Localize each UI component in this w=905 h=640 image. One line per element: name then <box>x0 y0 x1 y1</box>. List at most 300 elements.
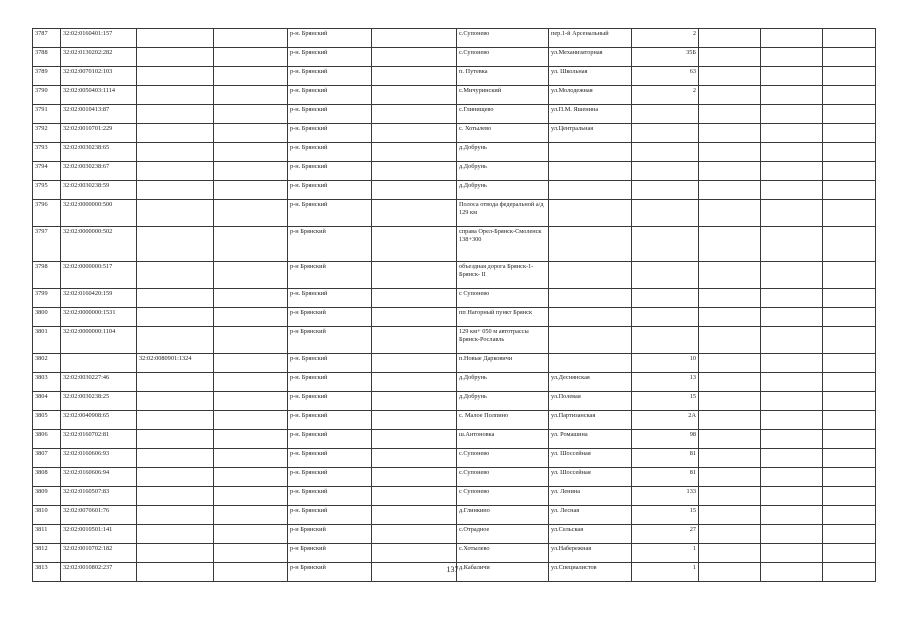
cadastral-number-cell: 32:02:0160401:157 <box>61 29 137 48</box>
house-number-cell <box>632 200 699 227</box>
locality-cell: с.Супонево <box>457 29 549 48</box>
house-number-cell <box>632 162 699 181</box>
blank-column-cell <box>823 48 876 67</box>
blank-column-cell <box>699 29 761 48</box>
table-row <box>33 487 876 506</box>
table-row <box>33 308 876 327</box>
blank-column-cell <box>761 162 823 181</box>
blank-column-cell <box>372 449 457 468</box>
house-number-cell: 81 <box>632 468 699 487</box>
blank-column-cell <box>699 506 761 525</box>
house-number-cell: 2 <box>632 86 699 105</box>
street-cell: ул. Шоссейная <box>549 449 632 468</box>
table-row <box>33 227 876 262</box>
blank-column-cell <box>699 181 761 200</box>
blank-column-cell <box>214 308 288 327</box>
blank-column-cell <box>761 506 823 525</box>
street-cell: ул.Центральная <box>549 124 632 143</box>
locality-cell: справа Орел-Брянск-Смоленск 138+300 <box>457 227 549 262</box>
house-number-cell <box>632 262 699 289</box>
blank-column-cell <box>823 29 876 48</box>
table-row <box>33 86 876 105</box>
street-cell: ул.Сельская <box>549 525 632 544</box>
row-number-cell: 3813 <box>33 563 61 582</box>
district-cell: р-н Брянский <box>288 227 372 262</box>
district-cell: р-н. Брянский <box>288 354 372 373</box>
street-cell: ул.П.М. Яшенина <box>549 105 632 124</box>
row-number-cell: 3800 <box>33 308 61 327</box>
blank-column-cell <box>214 392 288 411</box>
cadastral-number-cell: 32:02:0000000:500 <box>61 200 137 227</box>
locality-cell: п.Новые Дарковичи <box>457 354 549 373</box>
district-cell: р-н Брянский <box>288 544 372 563</box>
blank-column-cell <box>372 392 457 411</box>
cadastral-number-cell: 32:02:0030238:25 <box>61 392 137 411</box>
blank-column-cell <box>823 449 876 468</box>
cadastral-number-cell: 32:02:0030238:65 <box>61 143 137 162</box>
house-number-cell <box>632 289 699 308</box>
page-number: 137 <box>446 565 459 574</box>
district-cell: р-н. Брянский <box>288 124 372 143</box>
blank-column-cell <box>823 289 876 308</box>
blank-column-cell <box>823 373 876 392</box>
blank-column-cell <box>761 411 823 430</box>
district-cell: р-н. Брянский <box>288 67 372 86</box>
blank-column-cell <box>372 200 457 227</box>
blank-column-cell <box>699 200 761 227</box>
cadastral-number-cell: 32:02:0070102:103 <box>61 67 137 86</box>
table-row <box>33 392 876 411</box>
street-cell <box>549 262 632 289</box>
blank-column-cell <box>761 327 823 354</box>
cadastral-number-alt-cell <box>137 289 214 308</box>
district-cell: р-н. Брянский <box>288 430 372 449</box>
street-cell <box>549 354 632 373</box>
street-cell: ул.Специалистов <box>549 563 632 582</box>
district-cell: р-н. Брянский <box>288 143 372 162</box>
cadastral-number-cell: 32:02:0050403:1114 <box>61 86 137 105</box>
street-cell <box>549 308 632 327</box>
locality-cell: 129 км+ 050 м автотрассы Брянск-Рославль <box>457 327 549 354</box>
blank-column-cell <box>372 29 457 48</box>
row-number-cell: 3798 <box>33 262 61 289</box>
locality-cell: п. Путевка <box>457 67 549 86</box>
row-number-cell: 3794 <box>33 162 61 181</box>
blank-column-cell <box>214 227 288 262</box>
cadastral-number-alt-cell <box>137 227 214 262</box>
blank-column-cell <box>823 525 876 544</box>
cadastral-number-alt-cell <box>137 29 214 48</box>
row-number-cell: 3809 <box>33 487 61 506</box>
house-number-cell: 27 <box>632 525 699 544</box>
blank-column-cell <box>214 48 288 67</box>
blank-column-cell <box>761 449 823 468</box>
blank-column-cell <box>761 48 823 67</box>
blank-column-cell <box>823 162 876 181</box>
house-number-cell: 15 <box>632 506 699 525</box>
blank-column-cell <box>372 86 457 105</box>
blank-column-cell <box>699 430 761 449</box>
row-number-cell: 3803 <box>33 373 61 392</box>
blank-column-cell <box>214 487 288 506</box>
district-cell: р-н Брянский <box>288 327 372 354</box>
street-cell <box>549 327 632 354</box>
blank-column-cell <box>823 308 876 327</box>
row-number-cell: 3805 <box>33 411 61 430</box>
house-number-cell: 2А <box>632 411 699 430</box>
district-cell: р-н. Брянский <box>288 392 372 411</box>
blank-column-cell <box>823 506 876 525</box>
district-cell: р-н. Брянский <box>288 105 372 124</box>
blank-column-cell <box>699 143 761 162</box>
row-number-cell: 3811 <box>33 525 61 544</box>
cadastral-number-cell <box>61 354 137 373</box>
cadastral-number-alt-cell <box>137 308 214 327</box>
table-row <box>33 143 876 162</box>
row-number-cell: 3789 <box>33 67 61 86</box>
blank-column-cell <box>699 262 761 289</box>
blank-column-cell <box>823 143 876 162</box>
locality-cell: д.Добрунь <box>457 162 549 181</box>
blank-column-cell <box>823 227 876 262</box>
blank-column-cell <box>214 162 288 181</box>
blank-column-cell <box>214 105 288 124</box>
table-row <box>33 544 876 563</box>
cadastral-number-cell: 32:02:0070601:76 <box>61 506 137 525</box>
blank-column-cell <box>761 105 823 124</box>
blank-column-cell <box>699 227 761 262</box>
row-number-cell: 3792 <box>33 124 61 143</box>
house-number-cell <box>632 105 699 124</box>
blank-column-cell <box>214 181 288 200</box>
locality-cell: с.Мичуринский <box>457 86 549 105</box>
blank-column-cell <box>214 124 288 143</box>
blank-column-cell <box>761 86 823 105</box>
cadastral-number-cell: 32:02:0160606:94 <box>61 468 137 487</box>
table-row <box>33 525 876 544</box>
cadastral-number-alt-cell: 32:02:0080901:1324 <box>137 354 214 373</box>
cadastral-number-alt-cell <box>137 506 214 525</box>
blank-column-cell <box>372 289 457 308</box>
blank-column-cell <box>699 67 761 86</box>
table-row <box>33 200 876 227</box>
blank-column-cell <box>699 354 761 373</box>
blank-column-cell <box>761 67 823 86</box>
cadastral-number-alt-cell <box>137 67 214 86</box>
cadastral-number-alt-cell <box>137 449 214 468</box>
house-number-cell: 1 <box>632 544 699 563</box>
row-number-cell: 3808 <box>33 468 61 487</box>
cadastral-number-cell: 32:02:0130202:282 <box>61 48 137 67</box>
district-cell: р-н. Брянский <box>288 29 372 48</box>
street-cell: ул. Шоссейная <box>549 468 632 487</box>
street-cell: пер.1-й Арсенальный <box>549 29 632 48</box>
blank-column-cell <box>214 262 288 289</box>
blank-column-cell <box>214 544 288 563</box>
locality-cell: с.Супонево <box>457 449 549 468</box>
blank-column-cell <box>761 430 823 449</box>
district-cell: р-н Брянский <box>288 525 372 544</box>
locality-cell: с.Глинищево <box>457 105 549 124</box>
locality-cell: с. Малое Полпино <box>457 411 549 430</box>
locality-cell: д.Добрунь <box>457 392 549 411</box>
house-number-cell <box>632 327 699 354</box>
cadastral-number-alt-cell <box>137 327 214 354</box>
cadastral-number-cell: 32:02:0030238:67 <box>61 162 137 181</box>
row-number-cell: 3787 <box>33 29 61 48</box>
table-row <box>33 124 876 143</box>
cadastral-number-cell: 32:02:0040908:65 <box>61 411 137 430</box>
cadastral-number-alt-cell <box>137 181 214 200</box>
row-number-cell: 3791 <box>33 105 61 124</box>
blank-column-cell <box>372 124 457 143</box>
street-cell <box>549 162 632 181</box>
blank-column-cell <box>214 143 288 162</box>
locality-cell: д.Добрунь <box>457 143 549 162</box>
row-number-cell: 3807 <box>33 449 61 468</box>
table-row <box>33 29 876 48</box>
house-number-cell <box>632 308 699 327</box>
blank-column-cell <box>214 449 288 468</box>
table-row <box>33 289 876 308</box>
street-cell <box>549 200 632 227</box>
house-number-cell: 63 <box>632 67 699 86</box>
blank-column-cell <box>699 124 761 143</box>
blank-column-cell <box>372 181 457 200</box>
locality-cell: д.Добрунь <box>457 181 549 200</box>
house-number-cell <box>632 124 699 143</box>
table-row <box>33 67 876 86</box>
blank-column-cell <box>761 143 823 162</box>
blank-column-cell <box>372 162 457 181</box>
district-cell: р-н Брянский <box>288 262 372 289</box>
cadastral-number-cell: 32:02:0160420:159 <box>61 289 137 308</box>
blank-column-cell <box>823 487 876 506</box>
district-cell: р-н. Брянский <box>288 181 372 200</box>
district-cell: р-н Брянский <box>288 308 372 327</box>
blank-column-cell <box>214 327 288 354</box>
cadastral-number-cell: 32:02:0010413:87 <box>61 105 137 124</box>
blank-column-cell <box>761 468 823 487</box>
blank-column-cell <box>372 48 457 67</box>
blank-column-cell <box>699 525 761 544</box>
district-cell: р-н. Брянский <box>288 162 372 181</box>
blank-column-cell <box>699 487 761 506</box>
cadastral-number-alt-cell <box>137 430 214 449</box>
street-cell <box>549 181 632 200</box>
blank-column-cell <box>699 48 761 67</box>
blank-column-cell <box>372 468 457 487</box>
blank-column-cell <box>214 430 288 449</box>
cadastral-number-cell: 32:02:0000000:517 <box>61 262 137 289</box>
table-row <box>33 411 876 430</box>
cadastral-number-cell: 32:02:0030227:46 <box>61 373 137 392</box>
row-number-cell: 3790 <box>33 86 61 105</box>
table-row <box>33 105 876 124</box>
blank-column-cell <box>823 86 876 105</box>
blank-column-cell <box>372 67 457 86</box>
blank-column-cell <box>699 86 761 105</box>
blank-column-cell <box>214 411 288 430</box>
table-row <box>33 48 876 67</box>
blank-column-cell <box>372 525 457 544</box>
street-cell: ул.Молодежная <box>549 86 632 105</box>
blank-column-cell <box>372 105 457 124</box>
row-number-cell: 3796 <box>33 200 61 227</box>
locality-cell: д.Кабаличи <box>457 563 549 582</box>
cadastral-number-cell: 32:02:0160606:93 <box>61 449 137 468</box>
street-cell: ул. Лесная <box>549 506 632 525</box>
blank-column-cell <box>214 468 288 487</box>
street-cell: ул.Набережная <box>549 544 632 563</box>
blank-column-cell <box>214 354 288 373</box>
street-cell: ул.Полевая <box>549 392 632 411</box>
street-cell: ул. Ромашина <box>549 430 632 449</box>
table-row <box>33 181 876 200</box>
blank-column-cell <box>761 308 823 327</box>
cadastral-number-alt-cell <box>137 143 214 162</box>
table-row <box>33 373 876 392</box>
blank-column-cell <box>761 200 823 227</box>
blank-column-cell <box>761 392 823 411</box>
cadastral-number-cell: 32:02:0010702:182 <box>61 544 137 563</box>
blank-column-cell <box>214 29 288 48</box>
table-row <box>33 262 876 289</box>
blank-column-cell <box>214 373 288 392</box>
district-cell: р-н. Брянский <box>288 468 372 487</box>
blank-column-cell <box>823 181 876 200</box>
cadastral-number-alt-cell <box>137 86 214 105</box>
table-row <box>33 162 876 181</box>
district-cell: р-н. Брянский <box>288 411 372 430</box>
cadastral-number-alt-cell <box>137 124 214 143</box>
row-number-cell: 3793 <box>33 143 61 162</box>
locality-cell: с. Хотылево <box>457 124 549 143</box>
row-number-cell: 3802 <box>33 354 61 373</box>
cadastral-number-alt-cell <box>137 525 214 544</box>
blank-column-cell <box>761 373 823 392</box>
blank-column-cell <box>761 262 823 289</box>
blank-column-cell <box>699 468 761 487</box>
property-registry-table <box>32 28 876 582</box>
cadastral-number-alt-cell <box>137 162 214 181</box>
district-cell: р-н. Брянский <box>288 487 372 506</box>
locality-cell: д.Добрунь <box>457 373 549 392</box>
blank-column-cell <box>761 487 823 506</box>
blank-column-cell <box>823 430 876 449</box>
row-number-cell: 3812 <box>33 544 61 563</box>
cadastral-number-alt-cell <box>137 544 214 563</box>
blank-column-cell <box>214 289 288 308</box>
blank-column-cell <box>372 308 457 327</box>
cadastral-number-cell: 32:02:0160507:83 <box>61 487 137 506</box>
locality-cell: ш.Антоновка <box>457 430 549 449</box>
street-cell <box>549 227 632 262</box>
locality-cell: с.Отрадное <box>457 525 549 544</box>
blank-column-cell <box>372 506 457 525</box>
row-number-cell: 3795 <box>33 181 61 200</box>
cadastral-number-alt-cell <box>137 468 214 487</box>
blank-column-cell <box>823 392 876 411</box>
blank-column-cell <box>823 544 876 563</box>
locality-cell: объездная дорога Брянск-1- Брянск- II <box>457 262 549 289</box>
table-body <box>33 29 876 582</box>
street-cell <box>549 289 632 308</box>
blank-column-cell <box>372 373 457 392</box>
district-cell: р-н. Брянский <box>288 48 372 67</box>
blank-column-cell <box>823 262 876 289</box>
blank-column-cell <box>372 544 457 563</box>
locality-cell: с Супонево <box>457 487 549 506</box>
locality-cell: Полоса отвода федеральной а/д 129 км <box>457 200 549 227</box>
district-cell: р-н. Брянский <box>288 449 372 468</box>
district-cell: р-н. Брянский <box>288 373 372 392</box>
blank-column-cell <box>214 506 288 525</box>
table-row <box>33 506 876 525</box>
cadastral-number-alt-cell <box>137 411 214 430</box>
locality-cell: пп Нагорный пункт Брянск <box>457 308 549 327</box>
blank-column-cell <box>699 544 761 563</box>
house-number-cell: 13 <box>632 373 699 392</box>
locality-cell: с.Супонево <box>457 48 549 67</box>
cadastral-number-cell: 32:02:0160702:81 <box>61 430 137 449</box>
street-cell: ул.Партизанская <box>549 411 632 430</box>
cadastral-number-cell: 32:02:0010701:229 <box>61 124 137 143</box>
table-row <box>33 449 876 468</box>
row-number-cell: 3810 <box>33 506 61 525</box>
house-number-cell: 133 <box>632 487 699 506</box>
blank-column-cell <box>761 289 823 308</box>
blank-column-cell <box>761 29 823 48</box>
district-cell: р-н Брянский <box>288 563 372 582</box>
house-number-cell <box>632 227 699 262</box>
row-number-cell: 3804 <box>33 392 61 411</box>
house-number-cell <box>632 143 699 162</box>
blank-column-cell <box>699 373 761 392</box>
blank-column-cell <box>699 411 761 430</box>
street-cell: ул. Школьная <box>549 67 632 86</box>
district-cell: р-н. Брянский <box>288 200 372 227</box>
blank-column-cell <box>372 143 457 162</box>
house-number-cell: 15 <box>632 392 699 411</box>
blank-column-cell <box>699 308 761 327</box>
blank-column-cell <box>699 289 761 308</box>
blank-column-cell <box>214 200 288 227</box>
blank-column-cell <box>761 124 823 143</box>
blank-column-cell <box>214 525 288 544</box>
row-number-cell: 3799 <box>33 289 61 308</box>
cadastral-number-cell: 32:02:0000000:1104 <box>61 327 137 354</box>
house-number-cell: 1 <box>632 563 699 582</box>
house-number-cell: 98 <box>632 430 699 449</box>
blank-column-cell <box>761 544 823 563</box>
blank-column-cell <box>372 262 457 289</box>
blank-column-cell <box>823 124 876 143</box>
blank-column-cell <box>823 468 876 487</box>
blank-column-cell <box>214 67 288 86</box>
blank-column-cell <box>372 227 457 262</box>
row-number-cell: 3801 <box>33 327 61 354</box>
cadastral-number-cell: 32:02:0010501:141 <box>61 525 137 544</box>
district-cell: р-н. Брянский <box>288 289 372 308</box>
blank-column-cell <box>823 411 876 430</box>
cadastral-number-alt-cell <box>137 392 214 411</box>
cadastral-number-cell: 32:02:0030238:59 <box>61 181 137 200</box>
blank-column-cell <box>761 227 823 262</box>
cadastral-number-cell: 32:02:0000000:1531 <box>61 308 137 327</box>
house-number-cell: 10 <box>632 354 699 373</box>
blank-column-cell <box>823 67 876 86</box>
